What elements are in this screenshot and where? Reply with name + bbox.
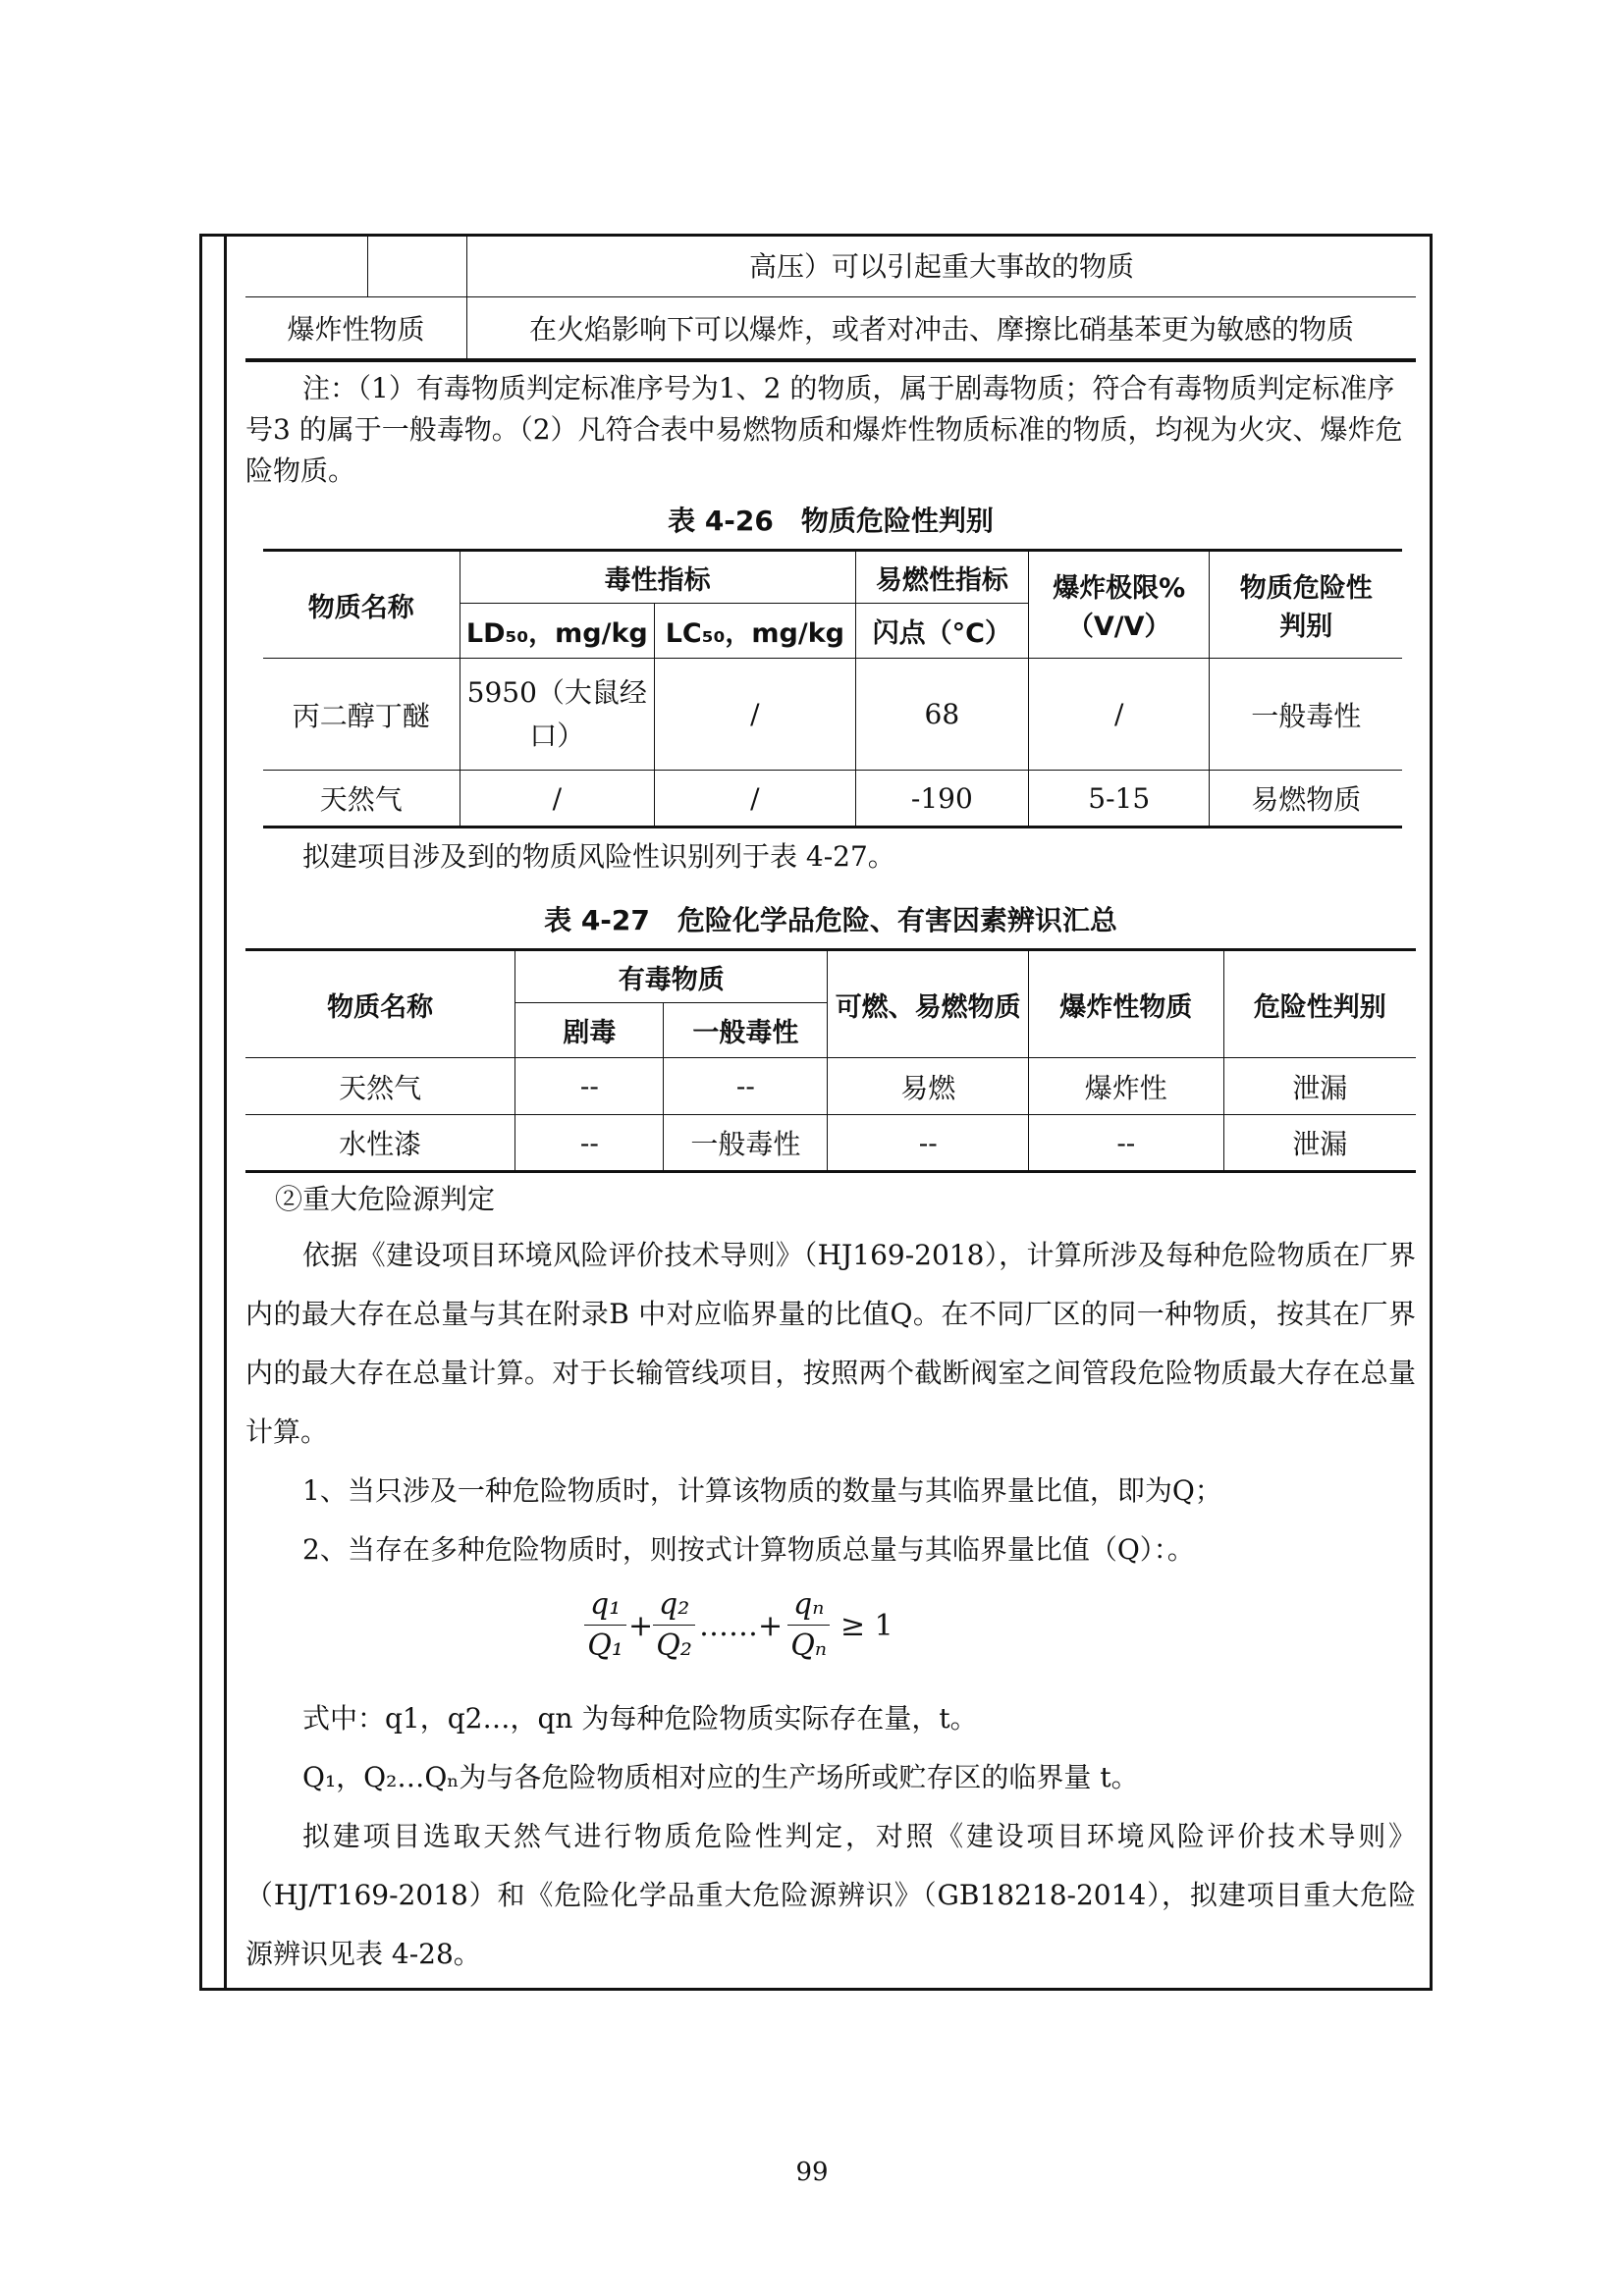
col-header: 爆炸性物质 bbox=[1029, 950, 1223, 1058]
paragraph: 式中：q1，q2…，qn 为每种危险物质实际存在量，t。 bbox=[302, 1702, 978, 1735]
continued-table bbox=[245, 234, 1416, 362]
cell: 易燃物质 bbox=[1210, 771, 1402, 828]
cell: / bbox=[460, 771, 655, 828]
table27-caption: 表 4-27 危险化学品危险、有害因素辨识汇总 bbox=[544, 904, 1117, 936]
paragraph: 2、当存在多种危险物质时，则按式计算物质总量与其临界量比值（Q）：。 bbox=[302, 1533, 1195, 1566]
cell: -190 bbox=[855, 771, 1028, 828]
cell: 天然气 bbox=[263, 771, 460, 828]
col-header: 物质名称 bbox=[263, 551, 460, 659]
col-header: LD₅₀，mg/kg bbox=[460, 604, 655, 659]
cell: 5-15 bbox=[1029, 771, 1210, 828]
fraction: $\frac{\text{q₁}}{\text{Q₁}}$ bbox=[584, 1585, 626, 1667]
plus-sign: + bbox=[628, 1609, 654, 1643]
cell: -- bbox=[515, 1115, 664, 1172]
table-cell: 高压）可以引起重大事故的物质 bbox=[467, 234, 1417, 297]
cell: 一般毒性 bbox=[1210, 659, 1402, 771]
note: 注：（1）有毒物质判定标准序号为1、2 的物质，属于剧毒物质；符合有毒物质判定标准序号3 的属于一般毒物。（2）凡符合表中易燃物质和爆炸性物质标准的物质，均视为火灾、爆炸危险物质。 bbox=[245, 372, 1403, 487]
cell: 5950（大鼠经口） bbox=[460, 659, 655, 771]
paragraph: 拟建项目涉及到的物质风险性识别列于表 4-27。 bbox=[302, 840, 895, 873]
col-header: 爆炸极限% （V/V） bbox=[1029, 551, 1210, 659]
empty-cell bbox=[368, 234, 467, 297]
section-title: ②重大危险源判定 bbox=[275, 1183, 496, 1215]
cell: -- bbox=[828, 1115, 1029, 1172]
content bbox=[245, 234, 1416, 1984]
table-row bbox=[245, 1058, 1416, 1115]
cell: 丙二醇丁醚 bbox=[263, 659, 460, 771]
frame-inner-line bbox=[224, 234, 227, 1991]
col-header: 危险性判别 bbox=[1223, 950, 1416, 1058]
cell: 一般毒性 bbox=[664, 1115, 828, 1172]
cell: / bbox=[1029, 659, 1210, 771]
col-header: 可燃、易燃物质 bbox=[828, 950, 1029, 1058]
empty-cell bbox=[245, 234, 368, 297]
paragraph: 依据《建设项目环境风险评价技术导则》（HJ169-2018），计算所涉及每种危险物质在厂界内的最大存在总量与其在附录B 中对应临界量的比值Q。在不同厂区的同一种物质，按其在厂界内的最大存在总量计算。对于长输管线项目，按照两个截断阀室之间管段危险物质最大存在总量计算。 bbox=[245, 1239, 1416, 1448]
col-header: 一般毒性 bbox=[664, 1003, 828, 1058]
paragraph: Q₁，Q₂…Qₙ为与各危险物质相对应的生产场所或贮存区的临界量 t。 bbox=[302, 1761, 1139, 1793]
formula bbox=[245, 1585, 1416, 1680]
col-header: 有毒物质 bbox=[515, 950, 828, 1003]
cell: 水性漆 bbox=[245, 1115, 515, 1172]
table-4-27 bbox=[245, 948, 1416, 1173]
table-4-26 bbox=[263, 549, 1402, 828]
fraction: $\frac{\text{q₂}}{\text{Q₂}}$ bbox=[653, 1585, 695, 1667]
cell: 爆炸性 bbox=[1029, 1058, 1223, 1115]
col-header: 易燃性指标 bbox=[855, 551, 1028, 604]
ellipsis: ……+ bbox=[699, 1609, 784, 1643]
table-row bbox=[263, 659, 1402, 771]
paragraph: 拟建项目选取天然气进行物质危险性判定，对照《建设项目环境风险评价技术导则》（HJ/T169-2018）和《危险化学品重大危险源辨识》（GB18218-2014），拟建项目重大危险源辨识见表 4-28。 bbox=[245, 1820, 1416, 1970]
cell: / bbox=[655, 659, 856, 771]
cell: -- bbox=[1029, 1115, 1223, 1172]
page-number: 99 bbox=[795, 2158, 829, 2187]
geq-one: ≥ 1 bbox=[840, 1609, 893, 1643]
cell: 易燃 bbox=[828, 1058, 1029, 1115]
paragraph: 1、当只涉及一种危险物质时，计算该物质的数量与其临界量比值，即为Q； bbox=[302, 1474, 1222, 1507]
col-header: 闪点（°C） bbox=[855, 604, 1028, 659]
col-header: 物质名称 bbox=[245, 950, 515, 1058]
table26-caption: 表 4-26 物质危险性判别 bbox=[668, 505, 994, 537]
table-row bbox=[263, 771, 1402, 828]
cell: 68 bbox=[855, 659, 1028, 771]
table-row bbox=[245, 1115, 1416, 1172]
cell: -- bbox=[664, 1058, 828, 1115]
col-header: LC₅₀，mg/kg bbox=[655, 604, 856, 659]
fraction: $\frac{\text{qₙ}}{\text{Qₙ}}$ bbox=[787, 1585, 830, 1667]
col-header: 剧毒 bbox=[515, 1003, 664, 1058]
cell: / bbox=[655, 771, 856, 828]
cell: 泄漏 bbox=[1223, 1115, 1416, 1172]
table-cell: 在火焰影响下可以爆炸，或者对冲击、摩擦比硝基苯更为敏感的物质 bbox=[467, 297, 1417, 361]
col-header: 物质危险性 判别 bbox=[1210, 551, 1402, 659]
cell: -- bbox=[515, 1058, 664, 1115]
col-header: 毒性指标 bbox=[460, 551, 855, 604]
cell: 天然气 bbox=[245, 1058, 515, 1115]
cell: 泄漏 bbox=[1223, 1058, 1416, 1115]
table-cell-label: 爆炸性物质 bbox=[245, 297, 467, 361]
